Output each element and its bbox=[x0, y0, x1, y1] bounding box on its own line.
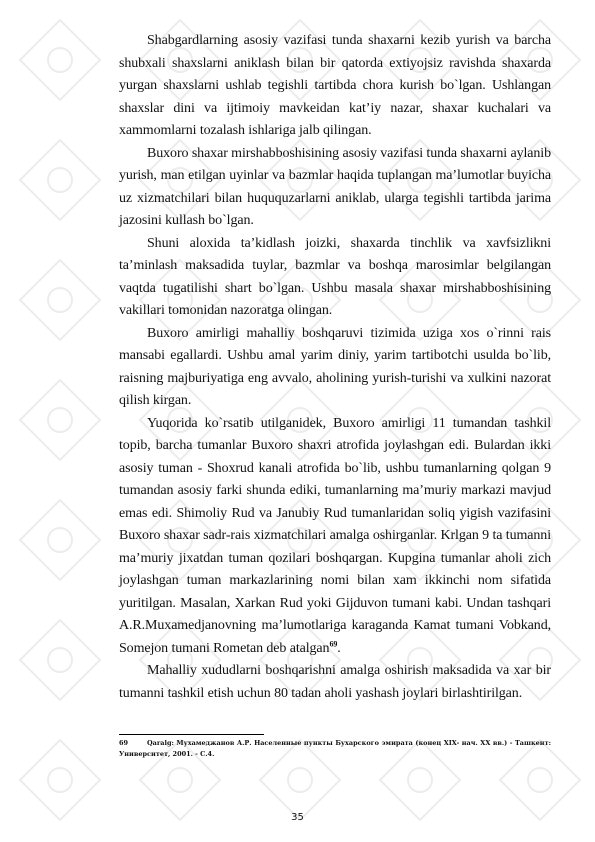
footnote-text: Qaralg: Мухамеджанов А.Р. Населенные пункты Бухарского эмирата (конец XIX- нач. ХХ вв.) - Ташкент: Университет, 2001. - С.4. bbox=[119, 739, 551, 758]
paragraph-5 bbox=[119, 413, 551, 661]
main-text bbox=[119, 30, 551, 705]
paragraph-6: Mahalliy xududlarni boshqarishni amalga oshirish maksadida va xar bir tumanni tashkil etish uchun 80 tadan aholi yashash joylari birlashtirilgan. bbox=[119, 663, 551, 701]
footnote-reference[interactable]: 69 bbox=[329, 638, 338, 648]
paragraph-3: Shuni aloxida ta’kidlash joizki, shaxarda tinchlik va xavfsizlikni ta’minlash maksadida tuylar, bazmlar va boshqa marosimlar belgilangan vaqtda tugatilishi shart bo`lgan. Ushbu masala shaxar mirshabboshisining vakillari tomonidan nazoratga olingan. bbox=[119, 235, 551, 318]
paragraph-4: Buxoro amirligi mahalliy boshqaruvi tizimida uziga xos o`rinni rais mansabi egallardi. Ushbu amal yarim diniy, yarim tartibotchi usulda bo`lib, raisning majburiyatiga eng avvalo, aholining yurish-turishi va xulkini nazorat qilish kirgan. bbox=[119, 325, 551, 408]
paragraph-5-text: Yuqorida ko`rsatib utilganidek, Buxoro amirligi 11 tumandan tashkil topib, barcha tumanlar Buxoro shaxri atrofida joylashgan edi. Bulardan ikki asosiy tuman - Shoxrud kanali atrofida bo`lib, ushbu tumanlarning qolgan 9 tumandan asosiy farki shunda ediki, tumanlarning ma’muriy markazi mavjud emas edi. Shimoliy Rud va Janubiy Rud tumanlaridan soliq yigish vazifasini Buxoro shaxar sadr-rais xizmatchilari amalga oshirganlar. Krlgan 9 ta tumanni ma’muriy jixatdan tuman qozilari boshqargan. Kupgina tumanlar aholi zich joylashgan tuman markazlarining nomi bilan xam ikkinchi nom sifatida yuritilgan. Masalan, Xarkan Rud yoki Gijduvon tumani kabi. Undan tashqari A.R.Muxamedjanovning ma’lumotlariga karaganda Kamat tumani Vobkand, Somejon tumani Rometan deb atalgan bbox=[119, 415, 551, 656]
footnote-reference-trail: . bbox=[337, 640, 341, 656]
page-number: 35 bbox=[291, 812, 304, 823]
footnote-number: 69 bbox=[119, 739, 129, 747]
footnote bbox=[119, 738, 551, 760]
footnote-divider bbox=[119, 734, 264, 735]
paragraph-2: Buxoro shaxar mirshabboshisining asosiy vazifasi tunda shaxarni aylanib yurish, man etilgan uyinlar va bazmlar haqida tuplangan ma’lumotlar buyicha uz xizmatchilari bilan huququzarlarni aniklab, ularga tegishli tartibda jarima jazosini kullash bo`lgan. bbox=[119, 145, 551, 228]
paragraph-1: Shabgardlarning asosiy vazifasi tunda shaxarni kezib yurish va barcha shubxali shaxslarni aniklash bilan bir qatorda extiyojsiz ravishda shaxarda yurgan shaxslarni ushlab tegishli tartibda chora kurish bo`lgan. Ushlangan shaxslar dini va ijtimoiy mavkeidan kat’iy nazar, shaxar kuchalari va xammomlarni tozalash ishlariga jalb qilingan. bbox=[119, 33, 551, 138]
